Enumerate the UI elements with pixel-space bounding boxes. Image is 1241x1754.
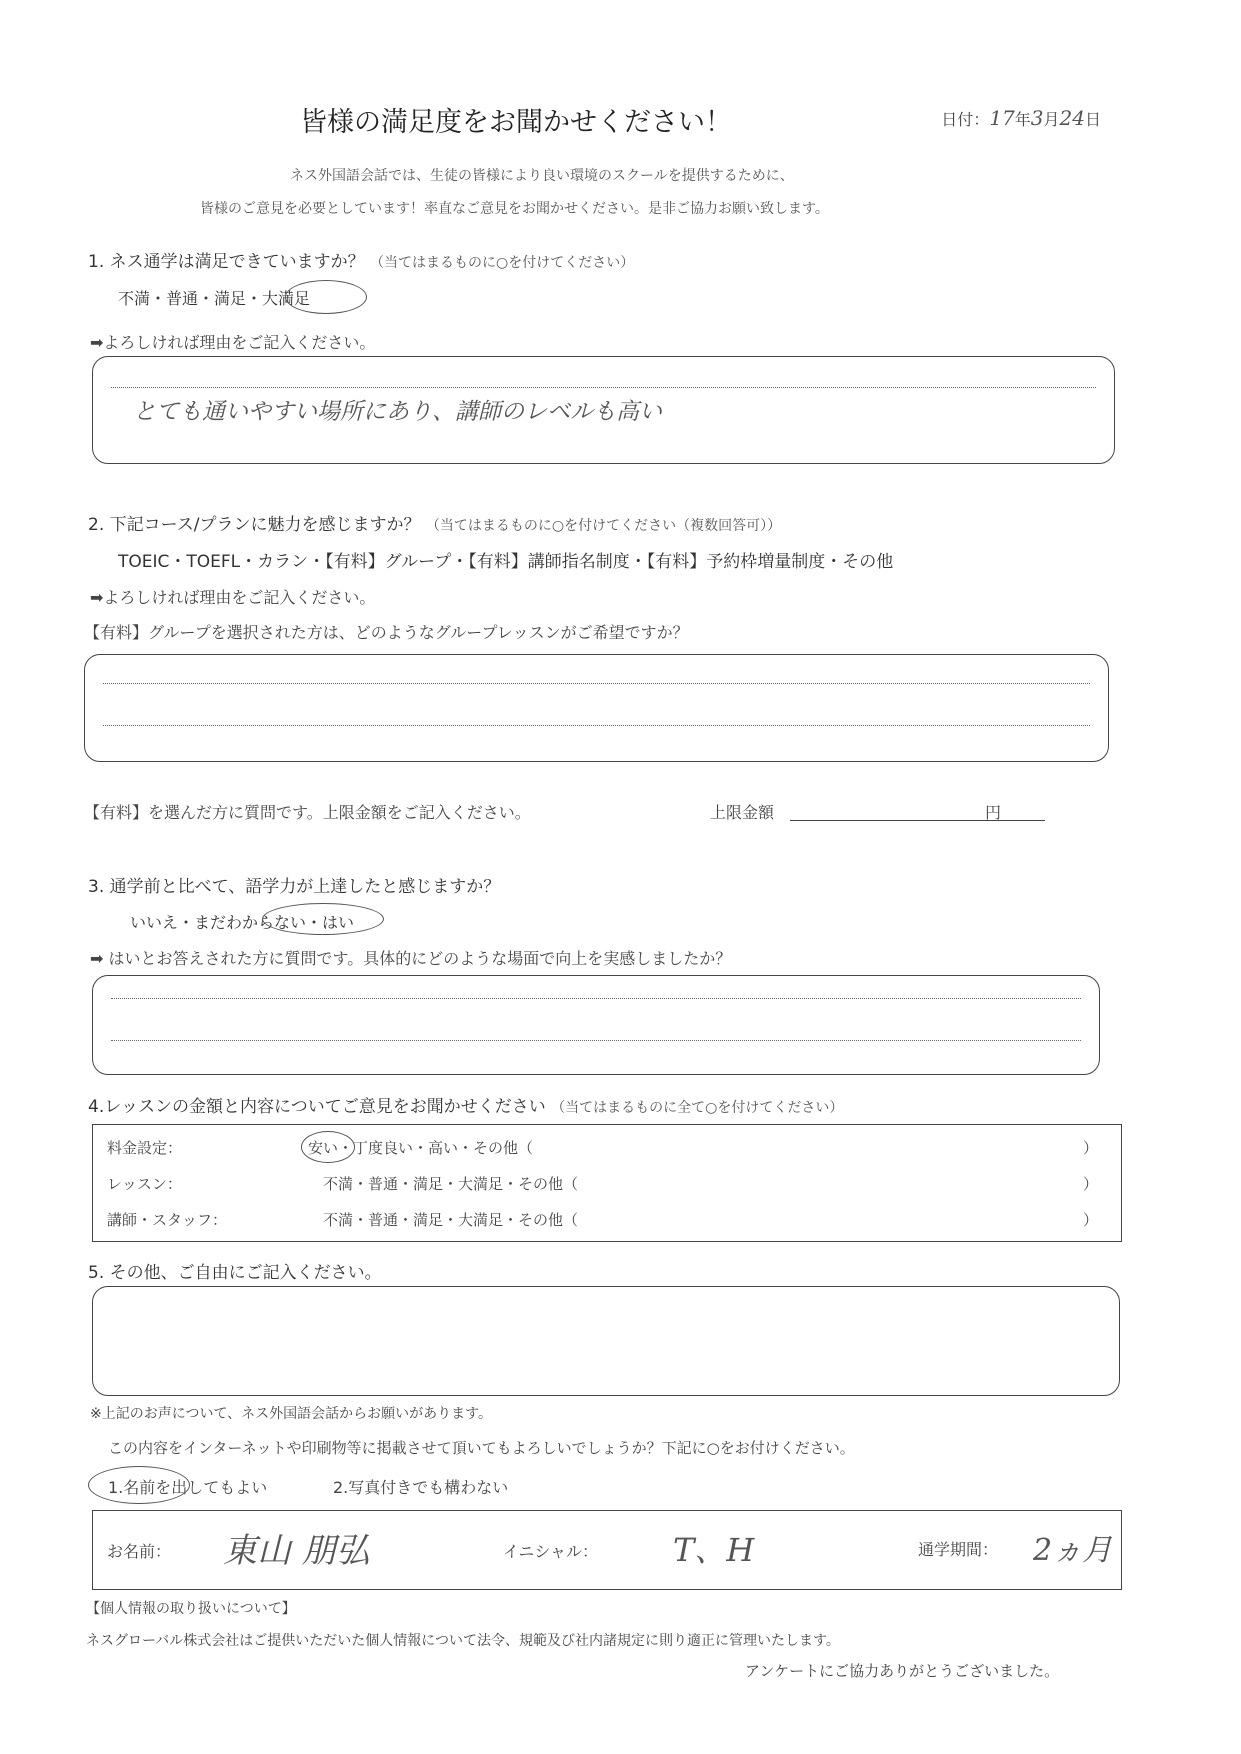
initial-value: T、H xyxy=(673,1531,755,1569)
q2-question-text: 2. 下記コース/プランに魅力を感じますか？ xyxy=(88,515,421,535)
q5-answer-box[interactable] xyxy=(92,1286,1120,1396)
period-value: 2ヵ月 xyxy=(1033,1533,1113,1568)
name-label: お名前： xyxy=(107,1542,172,1561)
intro-line-2: 皆様のご意見を必要としています！率直なご意見をお聞かせください。是非ご協力お願い致します。 xyxy=(200,201,829,217)
q1-selected-circle xyxy=(285,280,367,314)
q2-answer-box[interactable] xyxy=(84,654,1109,762)
initial-label: イニシャル： xyxy=(503,1542,599,1561)
q4-question-text: 4.レッスンの金額と内容についてご意見をお聞かせください xyxy=(88,1097,546,1117)
q1-reason-prompt: ➡よろしければ理由をご記入ください。 xyxy=(90,333,376,352)
q5-question: 5. その他、ご自由にご記入ください。 xyxy=(88,1263,382,1283)
thanks-text: アンケートにご協力ありがとうございました。 xyxy=(745,1662,1060,1680)
date-label: 日付： xyxy=(941,110,990,129)
q3-options: いいえ・まだわからない・はい xyxy=(130,913,355,932)
q4-question xyxy=(88,1092,843,1117)
q3-dotted-line-2 xyxy=(111,1040,1081,1041)
intro-line-1: ネス外国語会話では、生徒の皆様により良い環境のスクールを提供するために、 xyxy=(290,168,794,184)
privacy-text: ネスグローバル株式会社はご提供いただいた個人情報について法令、規範及び社内諸規定に則り適正に管理いたします。 xyxy=(86,1633,840,1649)
consent-notice: ※上記のお声について、ネス外国語会話からお願いがあります。 xyxy=(90,1406,493,1422)
q1-question xyxy=(88,247,634,272)
q2-paid-question: 【有料】を選んだ方に質問です。上限金額をご記入ください。 xyxy=(84,803,531,822)
yen-label: 円 xyxy=(985,803,1002,822)
page-title: 皆様の満足度をお聞かせください！ xyxy=(300,107,732,138)
q2-group-question: 【有料】グループを選択された方は、どのようなグループレッスンがご希望ですか？ xyxy=(84,623,689,642)
q4-note: （当てはまるものに全て○を付けてください） xyxy=(551,1100,844,1116)
date-year-unit: 年 xyxy=(1014,110,1031,129)
limit-input-line[interactable] xyxy=(790,820,1045,821)
q3-question: 3. 通学前と比べて、語学力が上達したと感じますか？ xyxy=(88,877,501,897)
consent-option-2: 2.写真付きでも構わない xyxy=(333,1478,509,1497)
date-year: 17 xyxy=(989,106,1015,130)
personal-info-box xyxy=(92,1510,1122,1590)
q1-dotted-line xyxy=(111,387,1096,388)
consent-selected-circle xyxy=(88,1466,190,1504)
consent-option-1: 1.名前を出してもよい xyxy=(108,1478,268,1497)
q4-row-price-label: 料金設定： xyxy=(107,1139,183,1157)
limit-label: 上限金額 xyxy=(710,803,775,822)
q1-question-text: 1. ネス通学は満足できていますか？ xyxy=(88,252,365,272)
q3-answer-box[interactable] xyxy=(92,975,1100,1075)
q4-row-price-options: 安い・丁度良い・高い・その他（ xyxy=(308,1139,534,1157)
consent-question: この内容をインターネットや印刷物等に掲載させて頂いてもよろしいでしょうか？下記に○をお付けください。 xyxy=(108,1439,855,1457)
period-label: 通学期間： xyxy=(918,1540,999,1559)
q3-selected-circle xyxy=(262,903,384,935)
q2-reason-prompt: ➡よろしければ理由をご記入ください。 xyxy=(90,588,376,607)
q1-note: （当てはまるものに○を付けてください） xyxy=(370,255,635,271)
privacy-heading: 【個人情報の取り扱いについて】 xyxy=(86,1601,296,1617)
q2-question xyxy=(88,510,781,535)
q1-options: 不満・普通・満足・大満足 xyxy=(118,289,311,308)
q2-options: TOEIC・TOEFL・カラン・【有料】グループ・【有料】講師指名制度・【有料】予約枠増量制度・その他 xyxy=(118,552,894,572)
date-day: 24 xyxy=(1059,106,1085,130)
name-value: 東山 朋弘 xyxy=(223,1531,370,1571)
date-month: 3 xyxy=(1030,106,1044,130)
q4-row-price-close: ） xyxy=(1083,1139,1099,1157)
q3-dotted-line-1 xyxy=(111,998,1081,999)
q4-table xyxy=(92,1124,1122,1242)
date-field xyxy=(941,106,1101,130)
q4-row-staff-options: 不満・普通・満足・大満足・その他（ xyxy=(323,1211,579,1229)
date-day-unit: 日 xyxy=(1084,110,1101,129)
date-month-unit: 月 xyxy=(1043,110,1060,129)
q4-price-selected-circle xyxy=(301,1131,355,1163)
q1-answer: とても通いやすい場所にあり、講師のレベルも高い xyxy=(133,399,662,425)
q3-followup: ➡ はいとお答えされた方に質問です。具体的にどのような場面で向上を実感しましたか？ xyxy=(90,949,732,968)
q2-dotted-line-2 xyxy=(103,725,1090,726)
q4-row-staff-close: ） xyxy=(1083,1211,1099,1229)
q2-dotted-line-1 xyxy=(103,683,1090,684)
q1-answer-box[interactable] xyxy=(92,356,1115,464)
q4-row-lesson-options: 不満・普通・満足・大満足・その他（ xyxy=(323,1175,579,1193)
q2-note: （当てはまるものに○を付けてください（複数回答可）） xyxy=(425,518,782,534)
q4-row-lesson-close: ） xyxy=(1083,1175,1099,1193)
q4-row-lesson-label: レッスン： xyxy=(107,1175,182,1193)
q4-row-staff-label: 講師・スタッフ： xyxy=(107,1211,228,1229)
